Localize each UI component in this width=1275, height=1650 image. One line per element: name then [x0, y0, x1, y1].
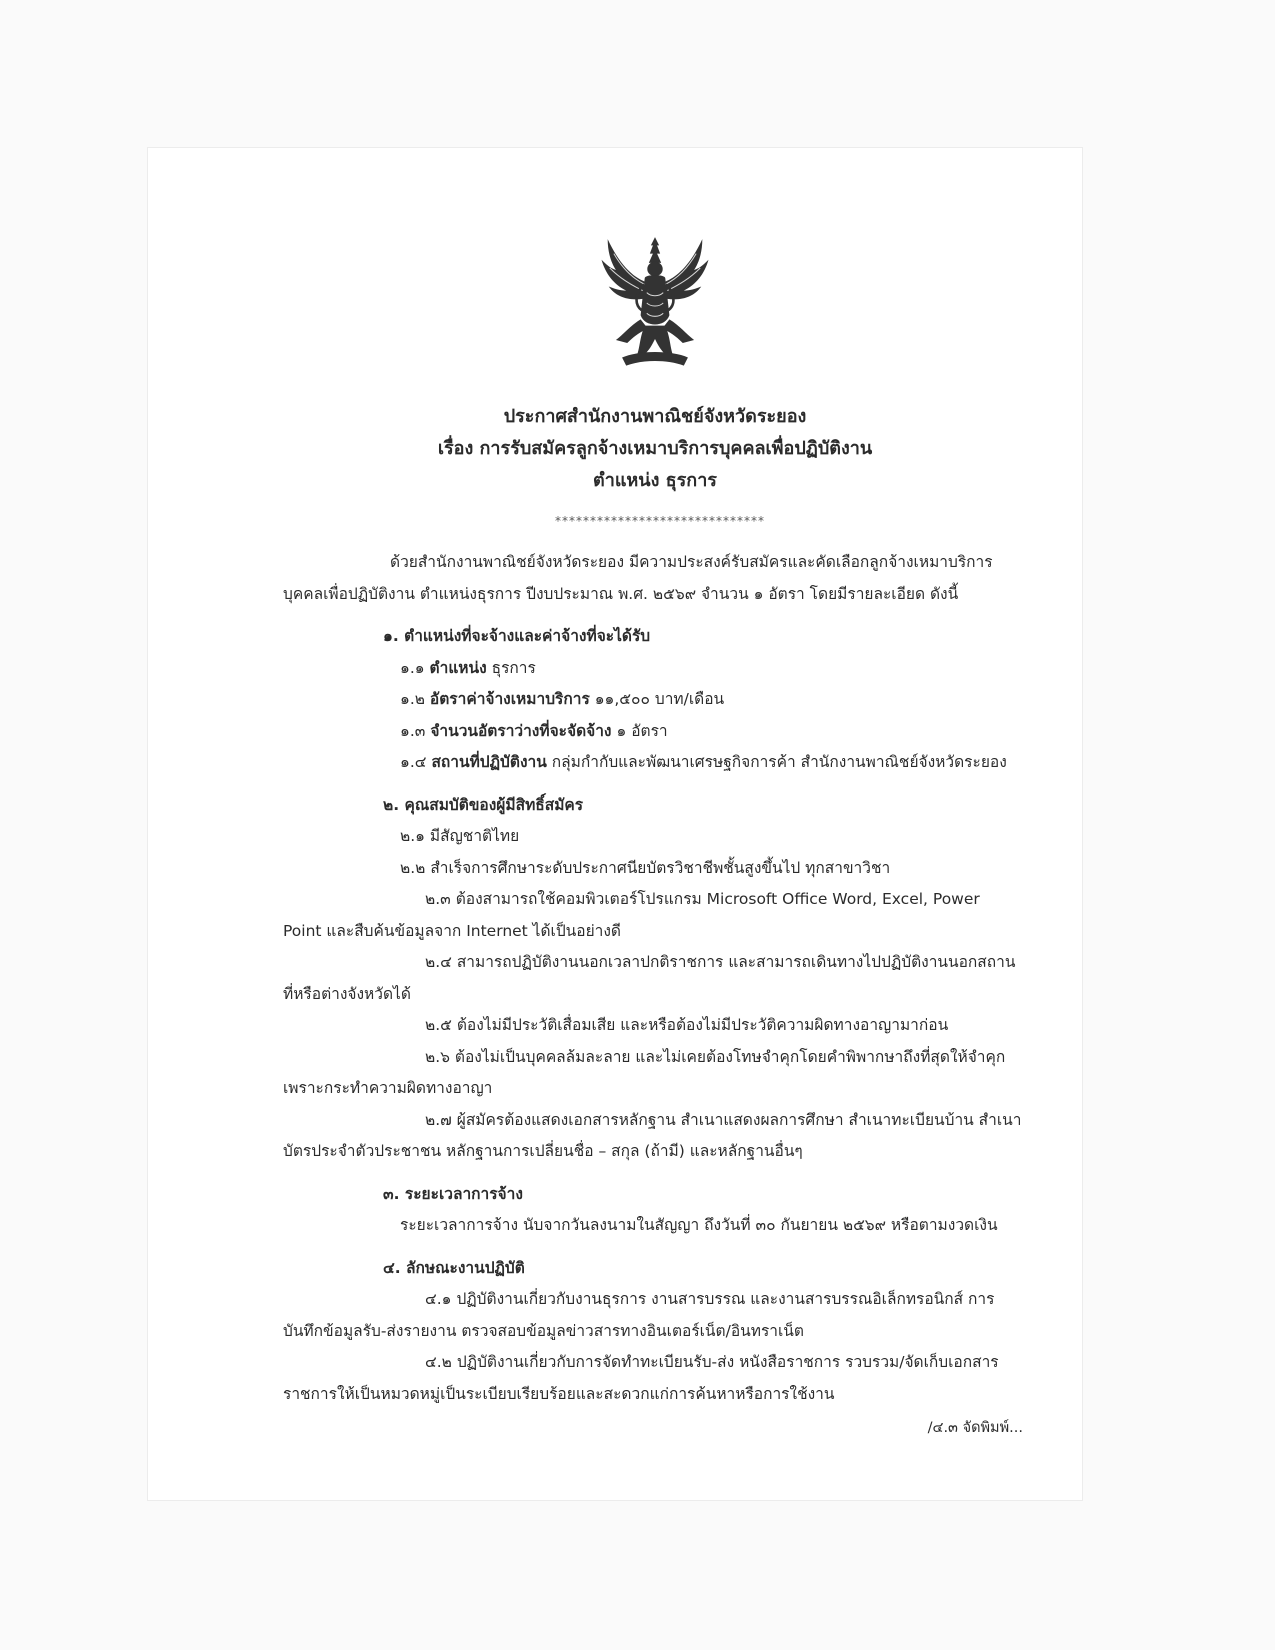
list-item — [283, 884, 1023, 947]
item-text: ผู้สมัครต้องแสดงเอกสารหลักฐาน สำเนาแสดงผลการศึกษา สำเนาทะเบียนบ้าน สำเนาบัตรประจำตัวประชาชน หลักฐานการเปลี่ยนชื่อ – สกุล (ถ้ามี) และหลักฐานอื่นๆ — [283, 1110, 1022, 1160]
section-heading: ๔. ลักษณะงานปฏิบัติ — [383, 1258, 525, 1277]
item-number: ๒.๓ — [425, 890, 451, 908]
item-label: สถานที่ปฏิบัติงาน — [431, 753, 547, 771]
item-number: ๒.๕ — [425, 1016, 452, 1034]
item-number: ๑.๔ — [400, 753, 427, 771]
item-text: สามารถปฏิบัติงานนอกเวลาปกติราชการ และสามารถเดินทางไปปฏิบัติงานนอกสถานที่หรือต่างจังหวัดได้ — [283, 953, 1016, 1003]
intro-paragraph: ด้วยสำนักงานพาณิชย์จังหวัดระยอง มีความประสงค์รับสมัครและคัดเลือกลูกจ้างเหมาบริการบุคคลเพื่อปฏิบัติงาน ตำแหน่งธุรการ ปีงบประมาณ พ.ศ. ๒๕๖๙ จำนวน ๑ อัตรา โดยมีรายละเอียด ดังนี้ — [283, 553, 993, 603]
list-item — [283, 1347, 1023, 1410]
item-number: ๒.๗ — [425, 1110, 452, 1129]
item-text: ๑ อัตรา — [616, 721, 668, 740]
item-number: ๔.๑ — [425, 1290, 452, 1308]
item-text: ต้องสามารถใช้คอมพิวเตอร์โปรแกรม Microsoft Office Word, Excel, Power Point และสืบค้นข้อมูลจาก Internet ได้เป็นอย่างดี — [283, 890, 980, 940]
item-text: ๑๑,๕๐๐ บาท/เดือน — [594, 690, 725, 708]
garuda-emblem — [593, 233, 717, 377]
item-text: กลุ่มกำกับและพัฒนาเศรษฐกิจการค้า สำนักงานพาณิชย์จังหวัดระยอง — [551, 753, 1007, 771]
list-item — [283, 1210, 1023, 1242]
item-label: อัตราค่าจ้างเหมาบริการ — [429, 690, 590, 708]
item-text: ปฏิบัติงานเกี่ยวกับการจัดทำทะเบียนรับ-ส่ง หนังสือราชการ รวบรวม/จัดเก็บเอกสารราชการให้เป็นหมวดหมู่เป็นระเบียบเรียบร้อยและสะดวกแก่การค้นหาหรือการใช้งาน — [283, 1353, 999, 1403]
page-continuation: /๔.๓ จัดพิมพ์... — [927, 1420, 1023, 1436]
document-body — [283, 547, 1023, 1445]
item-number: ๒.๑ — [400, 827, 425, 845]
title-line-1: ประกาศสำนักงานพาณิชย์จังหวัดระยอง — [503, 406, 807, 427]
item-number: ๒.๖ — [425, 1047, 450, 1066]
list-item — [283, 947, 1023, 1010]
list-item — [283, 1010, 1023, 1042]
item-number: ๒.๔ — [425, 953, 452, 971]
item-text: ต้องไม่เป็นบุคคลล้มละลาย และไม่เคยต้องโทษจำคุกโดยคำพิพากษาถึงที่สุดให้จำคุก เพราะกระทำความผิดทางอาญา — [283, 1047, 1006, 1097]
emblem-body — [641, 275, 670, 324]
item-number: ๒.๒ — [400, 858, 426, 877]
list-item — [283, 684, 1023, 716]
emblem-head — [647, 262, 662, 276]
list-item — [283, 1105, 1023, 1168]
list-item — [283, 653, 1023, 685]
title-line-3: ตำแหน่ง ธุรการ — [593, 470, 717, 491]
item-text: สำเร็จการศึกษาระดับประกาศนียบัตรวิชาชีพชั้นสูงขึ้นไป ทุกสาขาวิชา — [430, 858, 891, 877]
item-label: ตำแหน่ง — [429, 658, 487, 677]
item-text: ระยะเวลาการจ้าง นับจากวันลงนามในสัญญา ถึงวันที่ ๓๐ กันยายน ๒๕๖๙ หรือตามงวดเงิน — [400, 1216, 998, 1234]
emblem-base — [622, 352, 688, 366]
list-item — [283, 821, 1023, 853]
item-text: มีสัญชาติไทย — [429, 827, 520, 845]
item-number: ๑.๒ — [400, 690, 425, 708]
section-heading: ๑. ตำแหน่งที่จะจ้างและค่าจ้างที่จะได้รับ — [383, 627, 651, 645]
title-separator: ****************************** — [555, 514, 765, 528]
document-title — [283, 401, 1027, 497]
list-item — [283, 1042, 1023, 1105]
title-line-2: เรื่อง การรับสมัครลูกจ้างเหมาบริการบุคคลเพื่อปฏิบัติงาน — [437, 438, 873, 459]
list-item — [283, 716, 1023, 748]
item-number: ๑.๑ — [400, 658, 425, 677]
list-item — [283, 853, 1023, 885]
list-item — [283, 747, 1023, 779]
item-number: ๔.๒ — [425, 1353, 452, 1371]
emblem-crown — [649, 237, 661, 263]
section-heading: ๓. ระยะเวลาการจ้าง — [383, 1184, 523, 1203]
item-label: จำนวนอัตราว่างที่จะจัดจ้าง — [430, 721, 612, 740]
list-item — [283, 1284, 1023, 1347]
section-heading: ๒. คุณสมบัติของผู้มีสิทธิ์สมัคร — [383, 795, 584, 814]
item-text: ปฏิบัติงานเกี่ยวกับงานธุรการ งานสารบรรณ และงานสารบรรณอิเล็กทรอนิกส์ การบันทึกข้อมูลรับ-ส่งรายงาน ตรวจสอบข้อมูลข่าวสารทางอินเตอร์เน็ต/อินทราเน็ต — [283, 1290, 995, 1340]
item-text: ธุรการ — [491, 658, 536, 677]
item-text: ต้องไม่มีประวัติเสื่อมเสีย และหรือต้องไม่มีประวัติความผิดทางอาญามาก่อน — [456, 1016, 949, 1034]
item-number: ๑.๓ — [400, 721, 426, 740]
